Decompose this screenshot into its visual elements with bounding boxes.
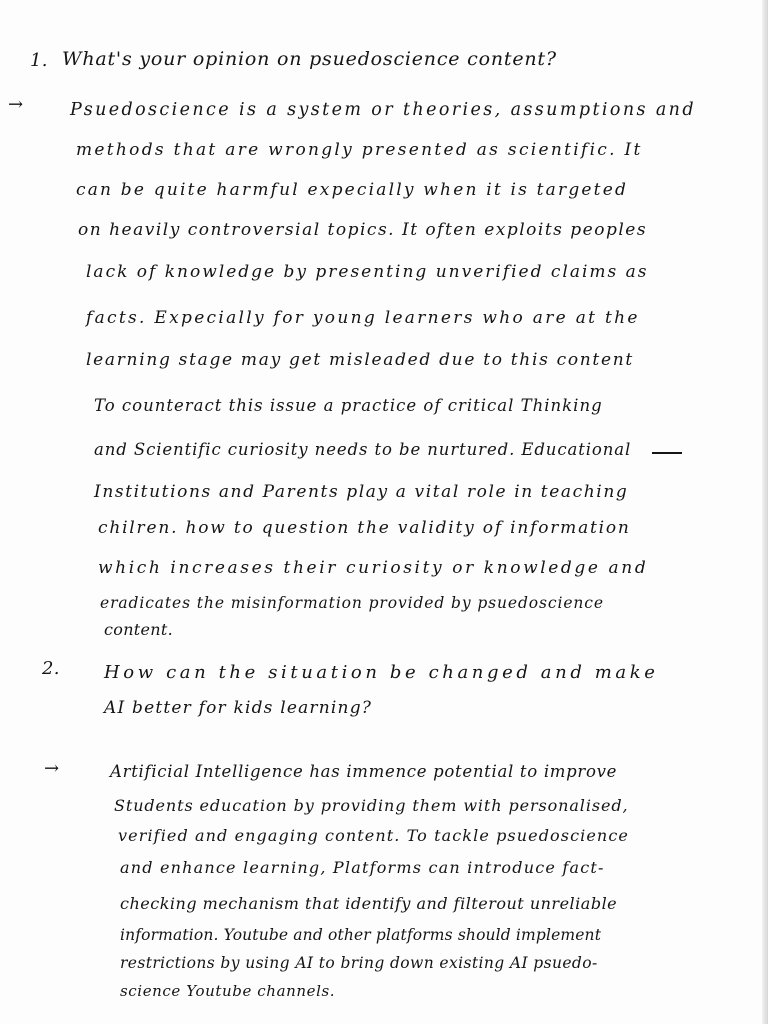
answer-1-line: Institutions and Parents play a vital role in teaching	[94, 482, 629, 502]
question-1-text: What's your opinion on psuedoscience content?	[62, 48, 557, 70]
answer-1-line: To counteract this issue a practice of critical Thinking	[94, 396, 603, 415]
answer-1-line: which increases their curiosity or knowledge and	[98, 558, 649, 578]
answer-1-line: eradicates the misinformation provided by psuedoscience	[100, 594, 604, 612]
answer-1-line: on heavily controversial topics. It often exploits peoples	[78, 220, 648, 240]
answer-1-line: Psuedoscience is a system or theories, assumptions and	[70, 100, 696, 120]
question-1-number: 1.	[30, 50, 48, 71]
answer-1-line: learning stage may get misleaded due to this content	[86, 350, 634, 370]
answer-2-line: information. Youtube and other platforms should implement	[120, 926, 602, 944]
answer-2-arrow-icon: →	[44, 758, 60, 779]
answer-2-line: and enhance learning, Platforms can introduce fact-	[120, 858, 605, 877]
answer-1-arrow-icon: →	[8, 94, 24, 115]
scribble-strike	[652, 452, 682, 454]
answer-2-line: checking mechanism that identify and filterout unreliable	[120, 894, 618, 913]
answer-1-line: facts. Expecially for young learners who are at the	[86, 308, 640, 328]
answer-1-line: content.	[104, 620, 174, 639]
answer-1-line: methods that are wrongly presented as scientific. It	[76, 140, 643, 160]
answer-2-line: Artificial Intelligence has immence potential to improve	[110, 762, 618, 781]
question-2-text-line: AI better for kids learning?	[104, 698, 373, 718]
answer-2-line: science Youtube channels.	[120, 982, 336, 1000]
answer-1-line: can be quite harmful expecially when it is targeted	[76, 180, 629, 200]
answer-1-line: and Scientific curiosity needs to be nurtured. Educational	[94, 440, 632, 459]
answer-1-line: chilren. how to question the validity of information	[98, 518, 631, 538]
answer-2-line: restrictions by using AI to bring down existing AI psuedo-	[120, 954, 598, 972]
answer-2-line: Students education by providing them with personalised,	[114, 796, 629, 815]
answer-2-line: verified and engaging content. To tackle psuedoscience	[118, 826, 629, 845]
question-2-number: 2.	[42, 658, 60, 679]
answer-1-line: lack of knowledge by presenting unverified claims as	[86, 262, 649, 282]
page-edge	[762, 0, 768, 1024]
question-2-text-line: How can the situation be changed and make	[104, 662, 659, 683]
